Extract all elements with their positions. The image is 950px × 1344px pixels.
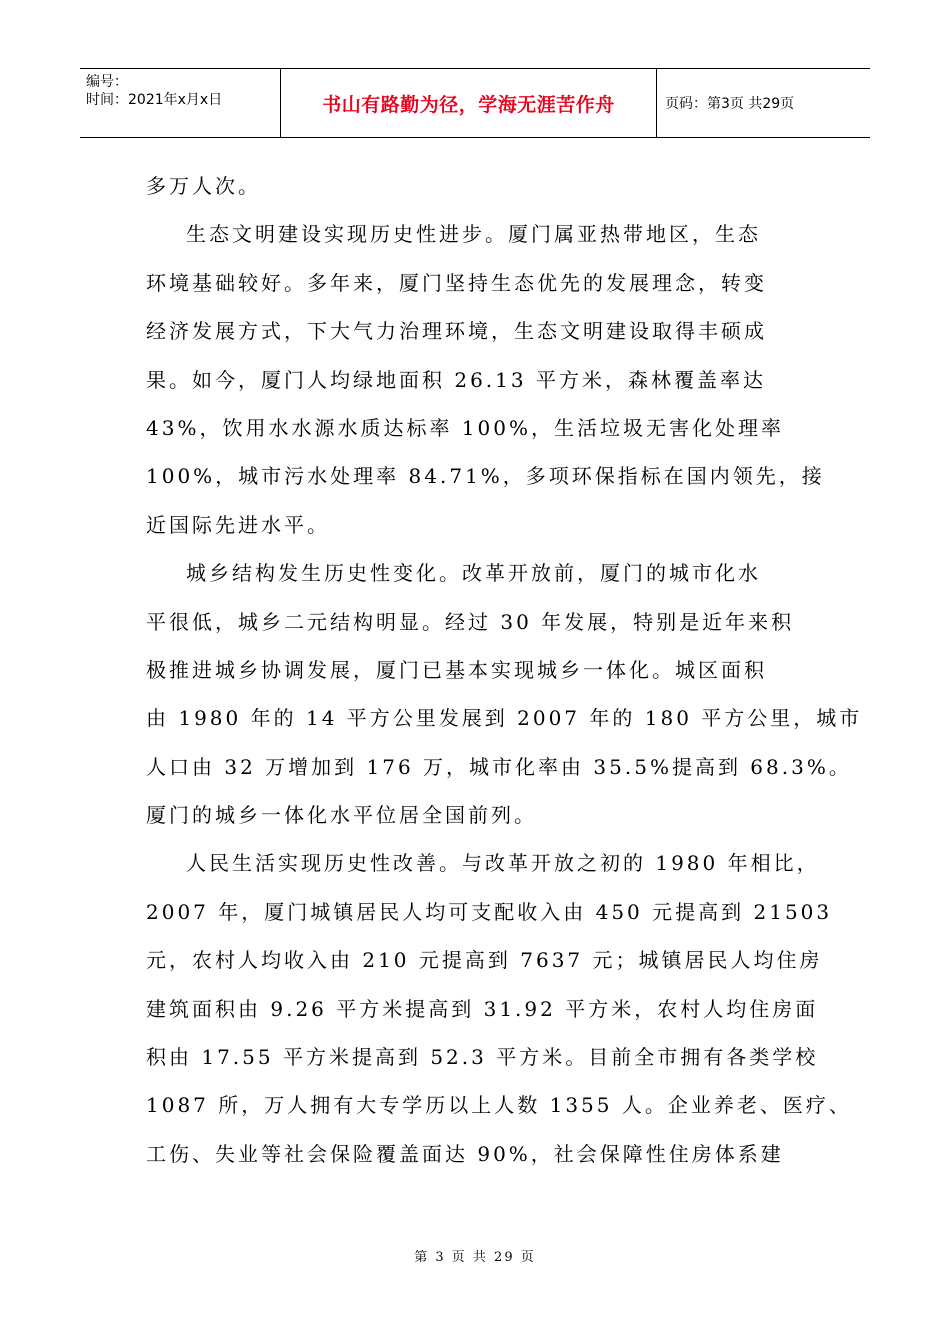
date-label: 时间：2021年x月x日 — [86, 92, 223, 108]
text-line: 43%，饮用水水源水质达标率 100%，生活垃圾无害化处理率 — [146, 415, 784, 440]
text-line: 1087 所，万人拥有大专学历以上人数 1355 人。企业养老、医疗、 — [146, 1093, 852, 1118]
text-line: 极推进城乡协调发展，厦门已基本实现城乡一体化。城区面积 — [146, 657, 767, 682]
text-line: 多万人次。 — [146, 174, 261, 198]
text-line: 100%，城市污水处理率 84.71%，多项环保指标在国内领先，接 — [146, 464, 825, 489]
header-meta — [80, 69, 281, 137]
text-line: 经济发展方式，下大气力治理环境，生态文明建设取得丰硕成 — [146, 319, 767, 344]
text-line: 建筑面积由 9.26 平方米提高到 31.92 平方米，农村人均住房面 — [146, 996, 819, 1021]
text-line: 由 1980 年的 14 平方公里发展到 2007 年的 180 平方公里，城市 — [146, 706, 863, 731]
text-line: 平很低，城乡二元结构明显。经过 30 年发展，特别是近年来积 — [146, 609, 795, 634]
document-body — [146, 162, 863, 1178]
text-line: 近国际先进水平。 — [146, 512, 330, 537]
text-line: 积由 17.55 平方米提高到 52.3 平方米。目前全市拥有各类学校 — [146, 1045, 819, 1070]
text-line: 厦门的城乡一体化水平位居全国前列。 — [146, 803, 537, 828]
header-motto: 书山有路勤为径，学海无涯苦作舟 — [281, 69, 657, 137]
header-page-info: 页码：第3页 共29页 — [665, 96, 795, 112]
text-line: 果。如今，厦门人均绿地面积 26.13 平方米，森林覆盖率达 — [146, 367, 766, 392]
text-line: 2007 年，厦门城镇居民人均可支配收入由 450 元提高到 21503 — [146, 899, 833, 924]
number-label: 编号： — [86, 74, 128, 90]
text-line: 人口由 32 万增加到 176 万，城市化率由 35.5%提高到 68.3%。 — [146, 754, 852, 779]
page-footer: 第 3 页 共 29 页 — [414, 1250, 536, 1265]
page-header — [80, 68, 870, 138]
text-line: 人民生活实现历史性改善。与改革开放之初的 1980 年相比， — [186, 851, 820, 876]
text-line: 生态文明建设实现历史性进步。厦门属亚热带地区，生态 — [186, 222, 761, 247]
text-line: 工伤、失业等社会保险覆盖面达 90%，社会保障性住房体系建 — [146, 1141, 784, 1166]
text-line: 元，农村人均收入由 210 元提高到 7637 元；城镇居民人均住房 — [146, 948, 823, 973]
text-line: 城乡结构发生历史性变化。改革开放前，厦门的城市化水 — [186, 561, 761, 586]
text-line: 环境基础较好。多年来，厦门坚持生态优先的发展理念，转变 — [146, 270, 767, 295]
